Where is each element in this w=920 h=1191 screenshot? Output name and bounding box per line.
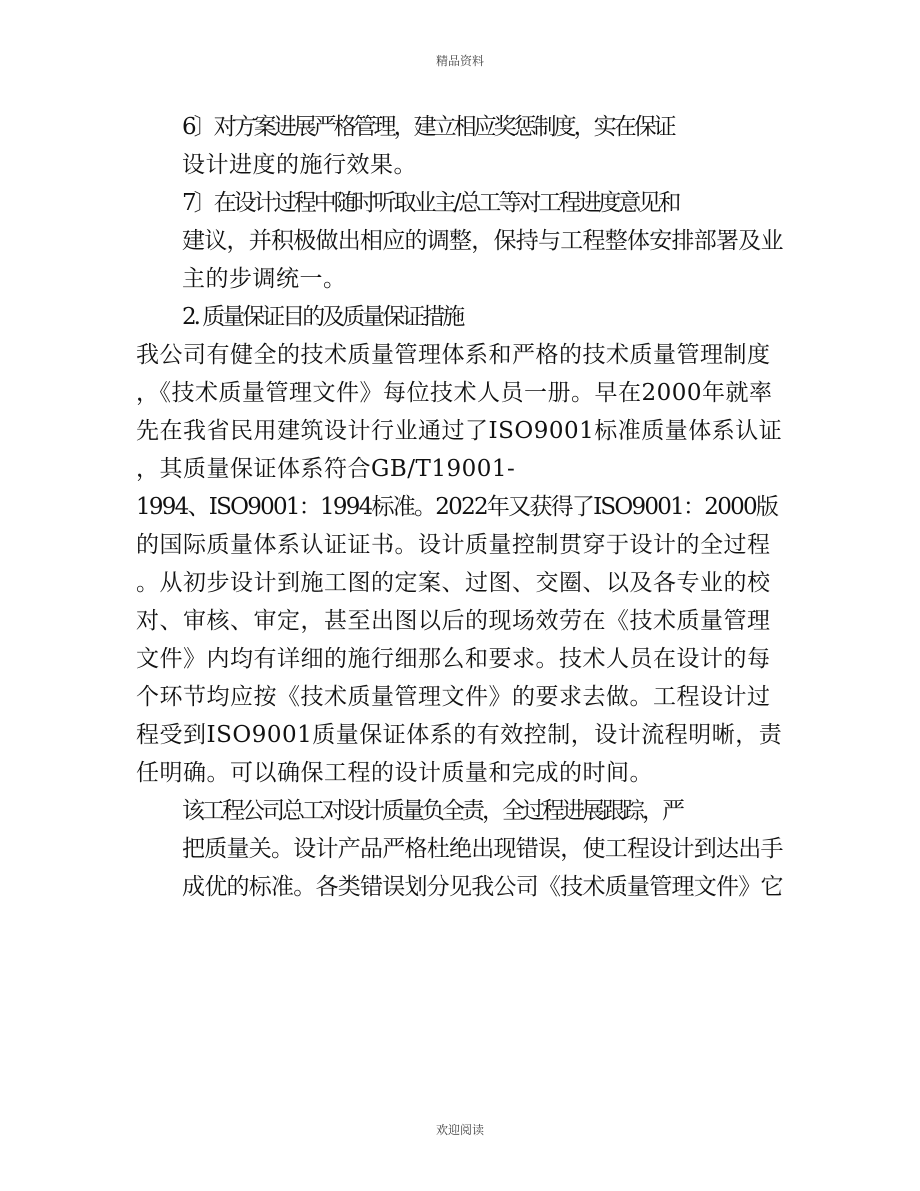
text-line: 2. 质量保证目的及质量保证措施 <box>182 304 463 330</box>
text-line: 程受到ISO9001质量保证体系的有效控制，设计流程明晰，责 <box>136 722 783 748</box>
paragraph <box>136 298 786 336</box>
text-line: 文件》内均有详细的施行细那么和要求。技术人员在设计的每 <box>136 646 771 672</box>
text-line: 1994、ISO9001：1994标准。2022年又获得了ISO9001：2000版 <box>136 494 778 520</box>
text-line: 我公司有健全的技术质量管理体系和严格的技术质量管理制度 <box>136 342 771 368</box>
text-line: 任明确。可以确保工程的设计质量和完成的时间。 <box>136 760 653 786</box>
paragraph <box>136 108 786 184</box>
page-header: 精品资料 <box>435 54 484 68</box>
text-line: 对、审核、审定，甚至出图以后的现场效劳在《技术质量管理 <box>136 608 771 634</box>
text-line: 先在我省民用建筑设计行业通过了ISO9001标准质量体系认证 <box>136 418 783 444</box>
text-line: 7〕在设计过程中随时听取业主/总工等对工程进度意见和 <box>182 190 679 216</box>
text-line: ，其质量保证体系符合GB/T19001- <box>136 456 516 482</box>
document-body <box>136 108 786 906</box>
text-line: 建议，并积极做出相应的调整，保持与工程整体安排部署及业 <box>182 228 783 254</box>
page-footer: 欢迎阅读 <box>435 1123 484 1137</box>
text-line: 成优的标准。各类错误划分见我公司《技术质量管理文件》它 <box>182 874 783 900</box>
paragraph <box>136 184 786 298</box>
paragraph <box>136 792 786 906</box>
paragraph <box>136 336 786 792</box>
text-line: 6〕对方案进展严格管理，建立相应奖惩制度，实在保证 <box>182 114 674 140</box>
text-line: 把质量关。设计产品严格杜绝出现错误，使工程设计到达出手 <box>182 836 783 862</box>
text-line: 个环节均应按《技术质量管理文件》的要求去做。工程设计过 <box>136 684 771 710</box>
text-line: 设计进度的施行效果。 <box>182 152 417 178</box>
text-line: 。从初步设计到施工图的定案、过图、交圈、以及各专业的校 <box>136 570 771 596</box>
text-line: 主的步调统一。 <box>182 266 347 292</box>
text-line: 的国际质量体系认证证书。设计质量控制贯穿于设计的全过程 <box>136 532 771 558</box>
text-line: ，《技术质量管理文件》每位技术人员一册。早在2000年就率 <box>136 380 773 406</box>
text-line: 该工程公司总工对设计质量负全责，全过程进展跟踪，严 <box>182 798 682 824</box>
